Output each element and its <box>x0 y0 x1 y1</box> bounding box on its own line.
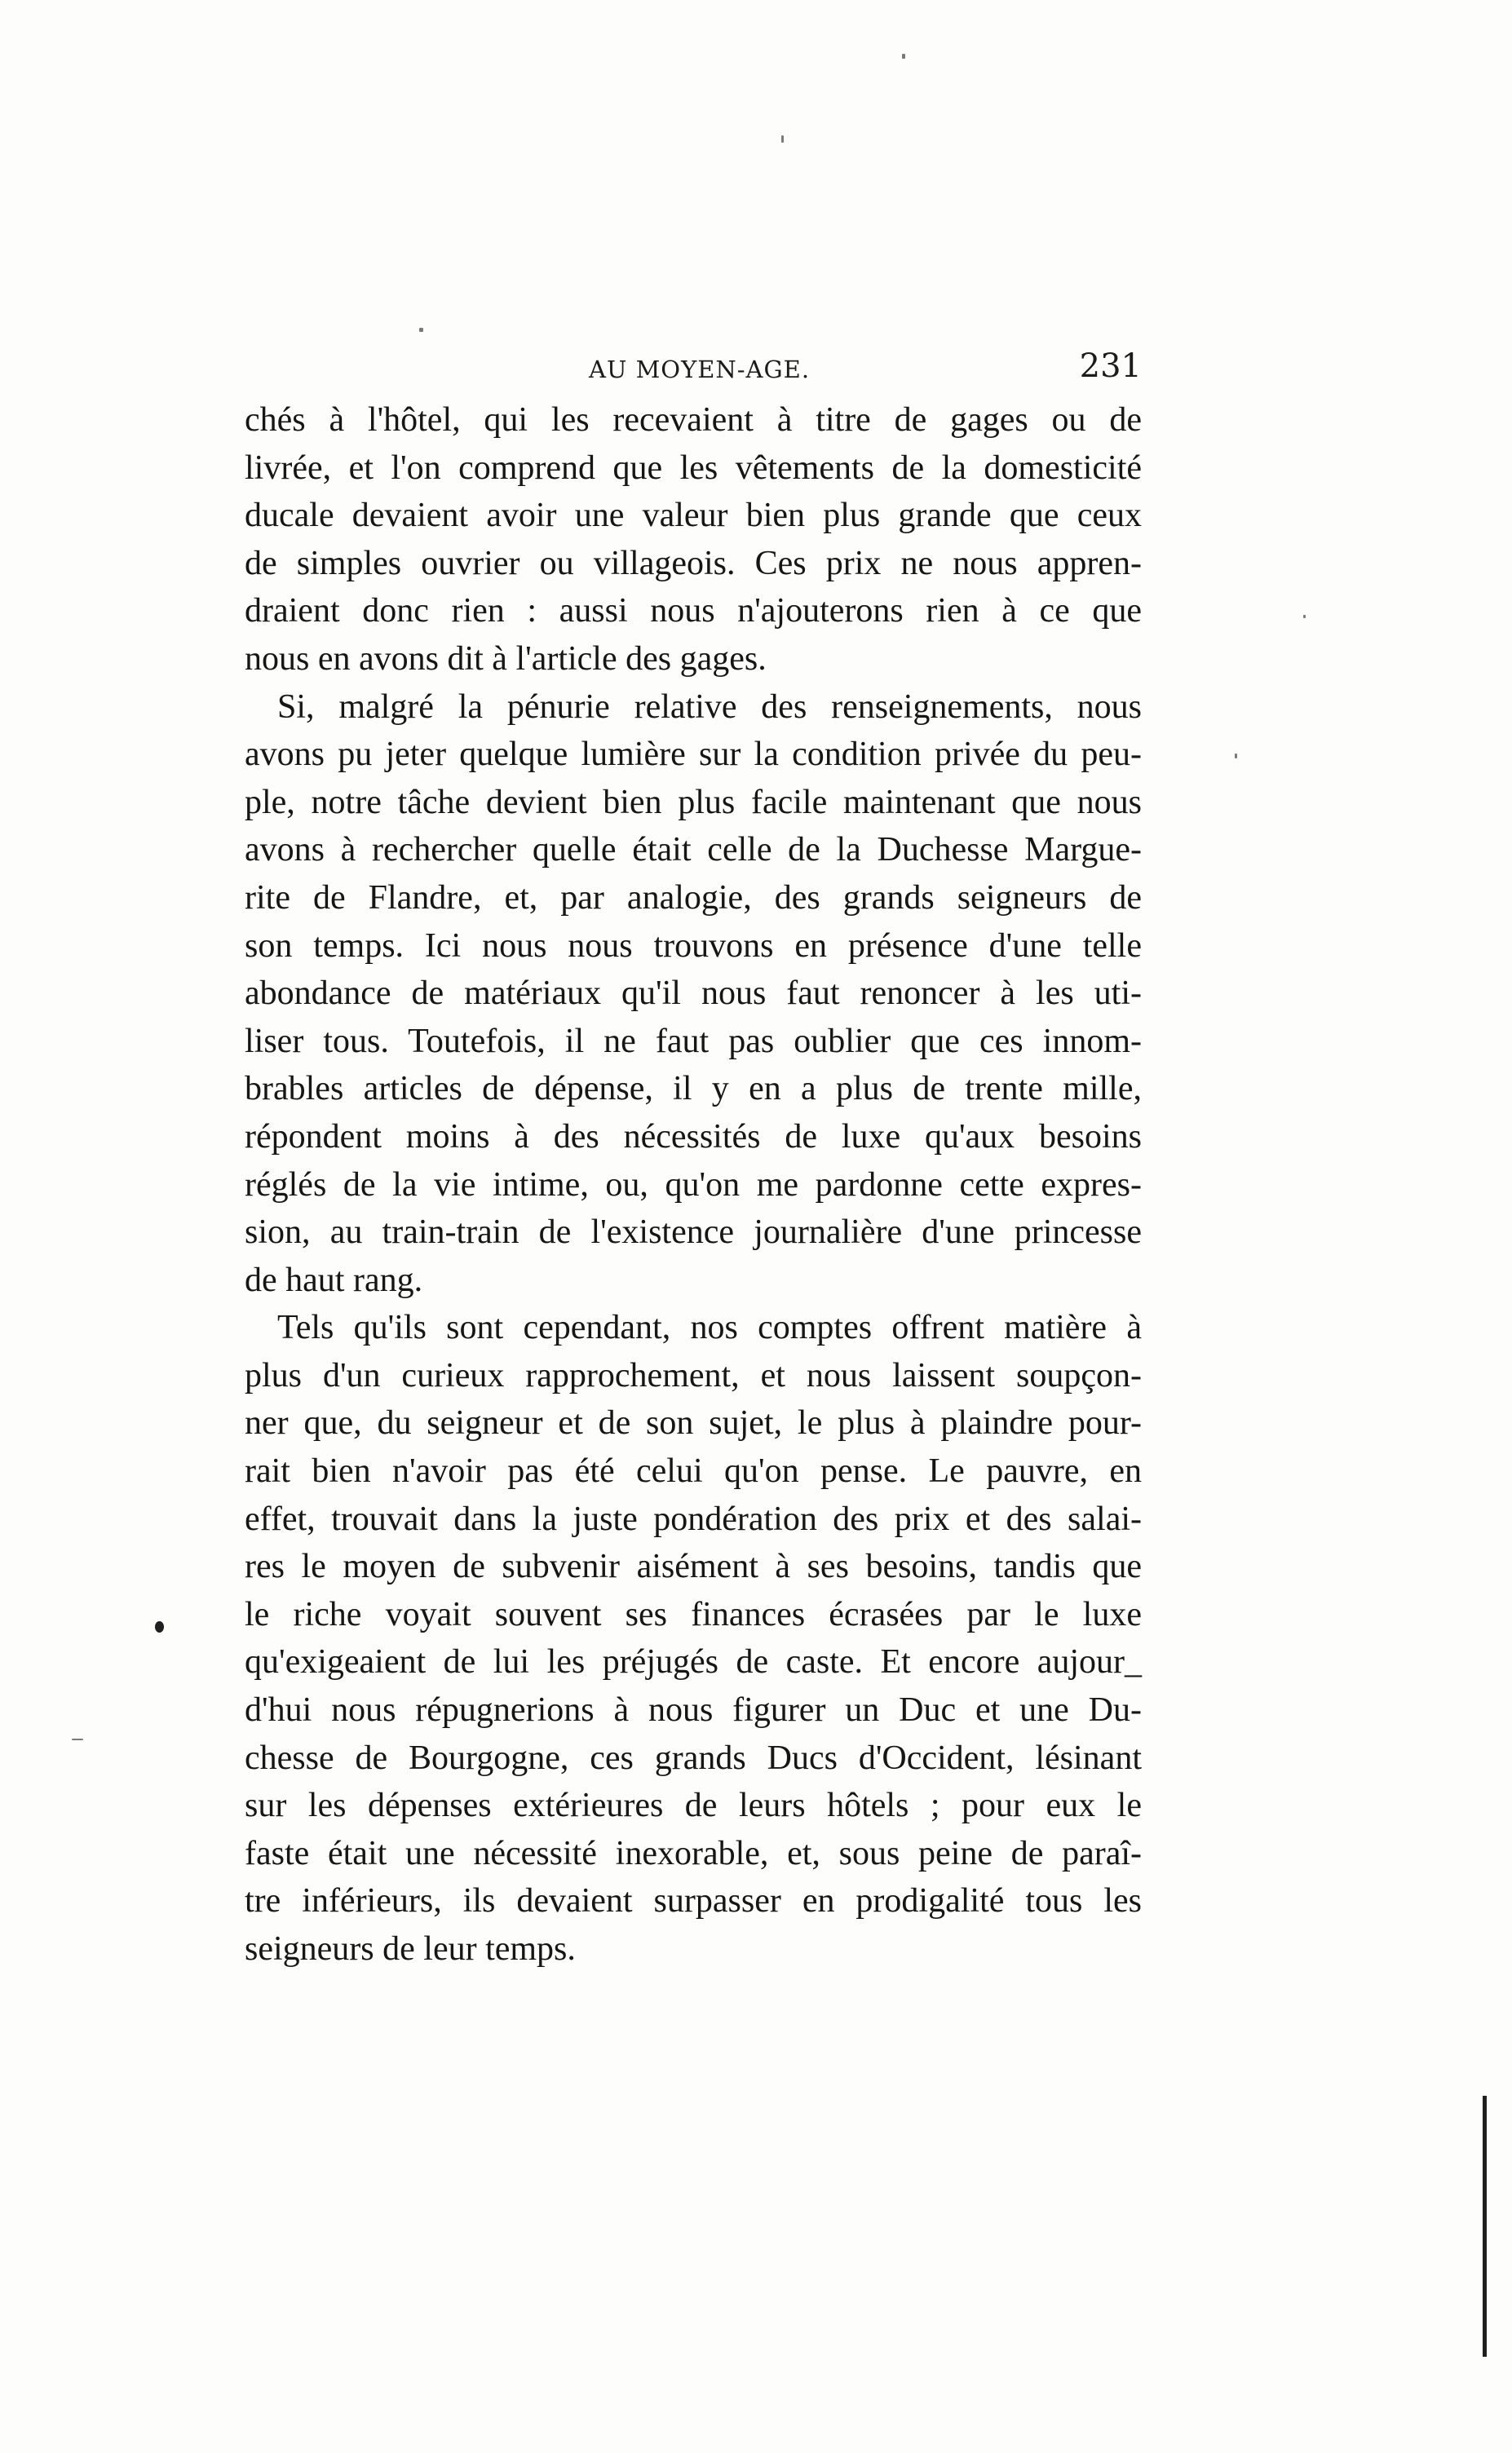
text-line: ducale devaient avoir une valeur bien plus grande que ceux <box>245 497 1142 535</box>
text-line: sion, au train-train de l'existence journalière d'une princesse <box>245 1213 1142 1252</box>
paper-speck <box>1303 615 1306 618</box>
text-line: faste était une nécessité inexorable, et, sous peine de paraî- <box>245 1834 1142 1872</box>
text-line: res le moyen de subvenir aisément à ses besoins, tandis que <box>245 1548 1142 1586</box>
text-line: seigneurs de leur temps. <box>245 1930 576 1968</box>
text-line: nous en avons dit à l'article des gages. <box>245 639 767 678</box>
text-line: ner que, du seigneur et de son sujet, le plus à plaindre pour- <box>245 1404 1142 1443</box>
body-text <box>245 396 1142 1973</box>
paragraph-1 <box>245 396 1142 683</box>
running-header <box>245 347 1142 396</box>
text-line: Tels qu'ils sont cependant, nos comptes offrent matière à <box>277 1309 1142 1347</box>
text-line: chés à l'hôtel, qui les recevaient à titre de gages ou de <box>245 401 1142 439</box>
text-line: abondance de matériaux qu'il nous faut renoncer à les uti- <box>245 975 1142 1013</box>
paper-speck <box>72 1739 83 1740</box>
ink-dot-mark <box>155 1621 164 1633</box>
page-edge-bar <box>1483 2096 1487 2357</box>
paragraph-2 <box>245 683 1142 1305</box>
text-line: qu'exigeaient de lui les préjugés de caste. Et encore aujour_ <box>245 1643 1142 1682</box>
text-line: son temps. Ici nous nous trouvons en présence d'une telle <box>245 926 1142 965</box>
text-line: de simples ouvrier ou villageois. Ces prix ne nous appren- <box>245 544 1142 582</box>
paper-speck <box>781 135 784 143</box>
paper-speck <box>902 54 905 59</box>
paragraph-3 <box>245 1304 1142 1973</box>
text-line: chesse de Bourgogne, ces grands Ducs d'Occident, lésinant <box>245 1739 1142 1777</box>
text-line: ple, notre tâche devient bien plus facile maintenant que nous <box>245 783 1142 821</box>
text-line: d'hui nous répugnerions à nous figurer un Duc et une Du- <box>245 1691 1142 1730</box>
running-title: AU MOYEN-AGE. <box>589 356 811 383</box>
text-line: sur les dépenses extérieures de leurs hôtels ; pour eux le <box>245 1787 1142 1825</box>
text-line: le riche voyait souvent ses finances écrasées par le luxe <box>245 1595 1142 1633</box>
text-line: liser tous. Toutefois, il ne faut pas oublier que ces innom- <box>245 1022 1142 1060</box>
text-line: plus d'un curieux rapprochement, et nous laissent soupçon- <box>245 1356 1142 1394</box>
text-line: rite de Flandre, et, par analogie, des grands seigneurs de <box>245 878 1142 917</box>
text-line: rait bien n'avoir pas été celui qu'on pense. Le pauvre, en <box>245 1452 1142 1491</box>
text-line: effet, trouvait dans la juste pondération des prix et des salai- <box>245 1500 1142 1538</box>
text-line: répondent moins à des nécessités de luxe qu'aux besoins <box>245 1117 1142 1156</box>
text-line: de haut rang. <box>245 1261 423 1299</box>
text-line: avons pu jeter quelque lumière sur la condition privée du peu- <box>245 736 1142 774</box>
text-line: livrée, et l'on comprend que les vêtements de la domesticité <box>245 449 1142 487</box>
text-line: draient donc rien : aussi nous n'ajouterons rien à ce que <box>245 592 1142 630</box>
paper-speck <box>419 328 423 332</box>
text-line: brables articles de dépense, il y en a plus de trente mille, <box>245 1070 1142 1108</box>
text-line: tre inférieurs, ils devaient surpasser en prodigalité tous les <box>245 1882 1142 1920</box>
text-line: Si, malgré la pénurie relative des renseignements, nous <box>277 687 1142 726</box>
text-line: réglés de la vie intime, ou, qu'on me pardonne cette expres- <box>245 1165 1142 1204</box>
page-number: 231 <box>1079 347 1142 385</box>
text-line: avons à rechercher quelle était celle de la Duchesse Margue- <box>245 831 1142 869</box>
paper-speck <box>1235 754 1237 758</box>
